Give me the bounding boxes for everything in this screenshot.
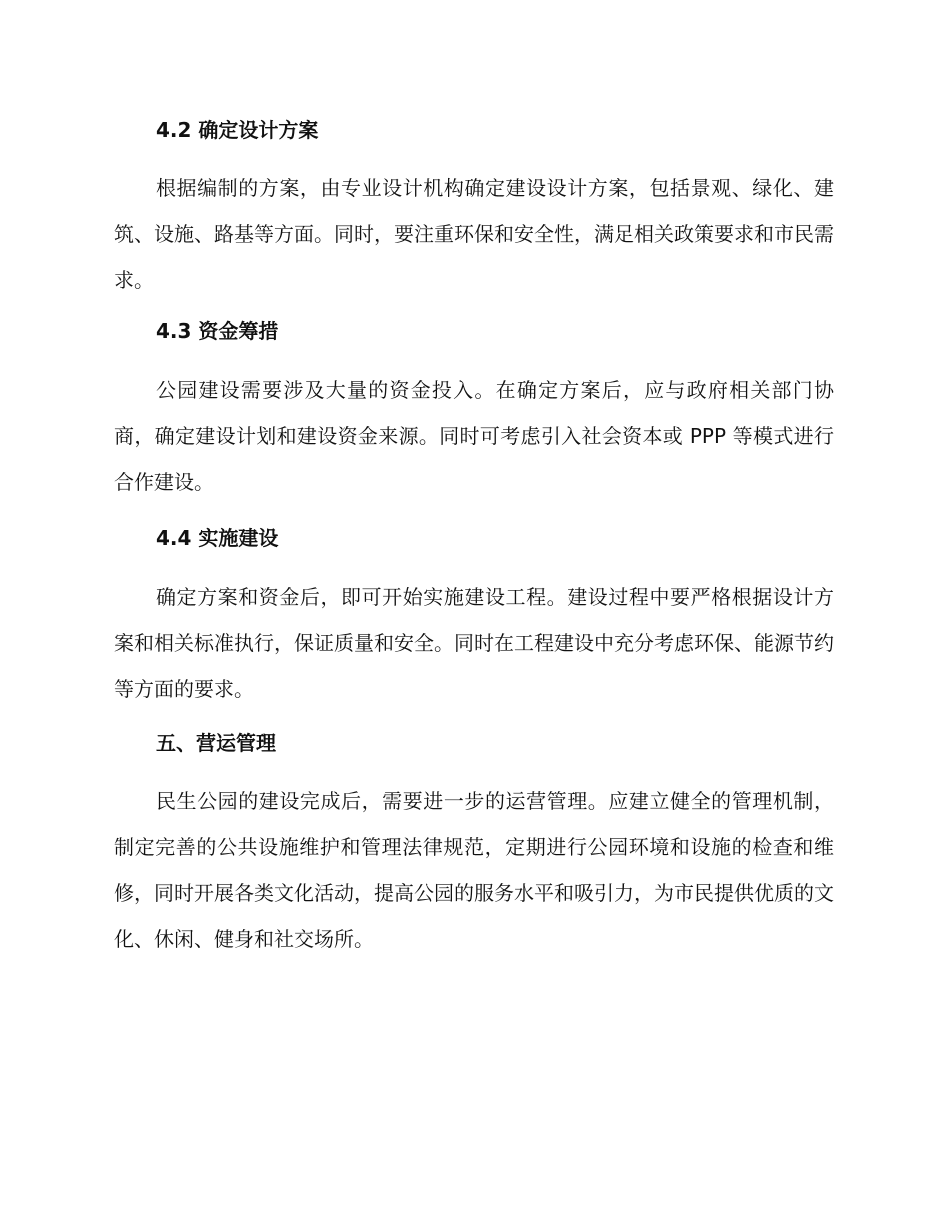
section-heading-4-2: 4.2 确定设计方案	[156, 118, 319, 142]
section-paragraph-5: 民生公园的建设完成后，需要进一步的运营管理。应建立健全的管理机制，制定完善的公共设施维护和管理法律规范，定期进行公园环境和设施的检查和维修，同时开展各类文化活动，提高公园的服务水平和吸引力，为市民提供优质的文化、休闲、健身和社交场所。	[114, 789, 834, 951]
section-heading-4-4: 4.4 实施建设	[156, 526, 279, 550]
section-heading-4-3: 4.3 资金筹措	[156, 319, 279, 343]
section-paragraph-4-3: 公园建设需要涉及大量的资金投入。在确定方案后，应与政府相关部门协商，确定建设计划和建设资金来源。同时可考虑引入社会资本或 PPP 等模式进行合作建设。	[114, 378, 834, 494]
section-heading-5: 五、营运管理	[156, 731, 276, 755]
section-paragraph-4-2: 根据编制的方案，由专业设计机构确定建设设计方案，包括景观、绿化、建筑、设施、路基等方面。同时，要注重环保和安全性，满足相关政策要求和市民需求。	[114, 176, 834, 292]
section-paragraph-4-4: 确定方案和资金后，即可开始实施建设工程。建设过程中要严格根据设计方案和相关标准执行，保证质量和安全。同时在工程建设中充分考虑环保、能源节约等方面的要求。	[114, 585, 834, 701]
